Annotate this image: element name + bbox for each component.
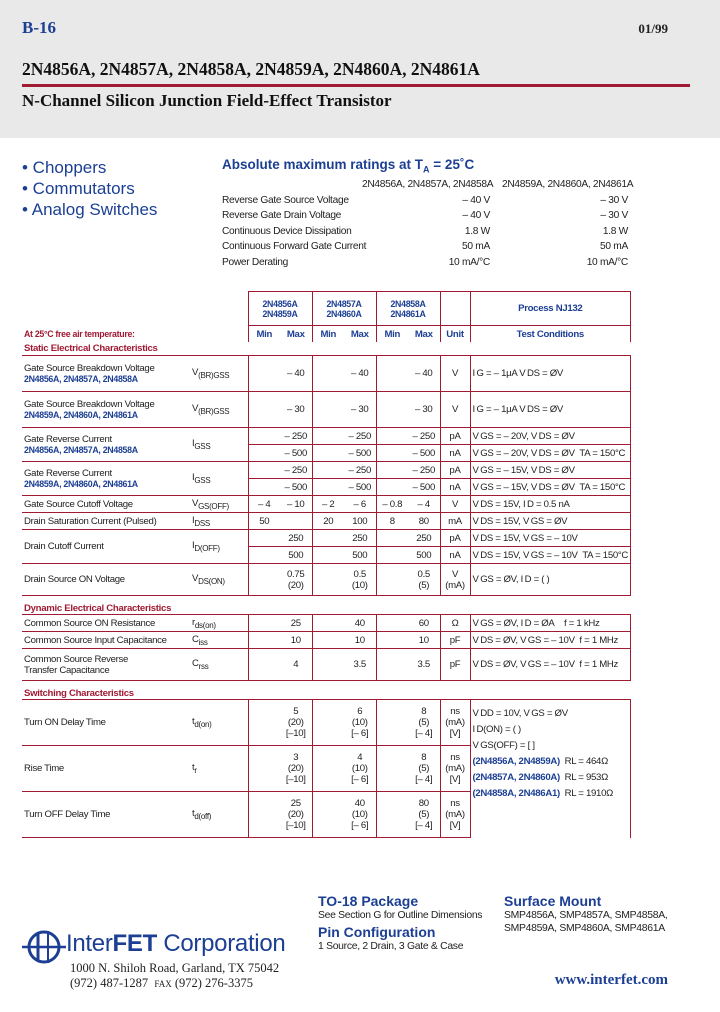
feature-item: • Commutators xyxy=(22,179,135,198)
abs-row: Reverse Gate Drain Voltage – 40 V – 30 V xyxy=(222,210,628,221)
table-row: Drain Source ON Voltage $V_{DS(ON)}$ 0.75 (20) 0.5 (10) 0.5 (5) V (mA) V GS = ØV, I D = ( ) xyxy=(22,564,631,596)
abs-col-header: 2N4859A, 2N4860A, 2N4861A xyxy=(502,179,634,190)
feature-item: • Choppers xyxy=(22,158,107,177)
interfet-logo-icon xyxy=(22,925,66,969)
part-numbers: 2N4856A, 2N4857A, 2N4858A, 2N4859A, 2N4860A, 2N4861A xyxy=(22,59,480,79)
feature-item: • Analog Switches xyxy=(22,200,158,219)
table-row: Gate Reverse Current 2N4859A, 2N4860A, 2N4861A $I_{GSS}$ – 250 – 250 – 250 pA V GS = – 15V, V DS = ØV xyxy=(22,462,631,479)
section-dynamic: Dynamic Electrical Characteristics xyxy=(22,596,631,615)
header-rule xyxy=(22,84,690,87)
page-number: B-16 xyxy=(22,18,56,37)
abs-row: Power Derating 10 mA/°C 10 mA/°C xyxy=(222,256,628,268)
abs-row: Reverse Gate Source Voltage – 40 V – 30 V xyxy=(222,194,628,206)
page-title: N-Channel Silicon Junction Field-Effect Transistor xyxy=(22,91,392,110)
table-row: – 500 – 500 – 500 nA V GS = – 15V, V DS = ØV TA = 150°C xyxy=(22,479,631,496)
abs-max-table xyxy=(222,177,662,270)
part-group-2: 2N4857A 2N4860A xyxy=(312,292,376,326)
table-row: Rise Time $t_r$ 3 (20) [–10] 4 (10) [– 6] 8 (5) [– 4] ns (mA) [V] xyxy=(22,746,631,792)
abs-col-header: 2N4856A, 2N4857A, 2N4858A xyxy=(362,179,494,190)
company-address: 1000 N. Shiloh Road, Garland, TX 75042 (972) 487-1287 FAX (972) 276-3375 xyxy=(70,961,280,990)
table-row: Common Source Reverse Transfer Capacitance $C_{rss}$ 4 3.5 3.5 pF V DS = ØV, V GS = – 10V f = 1 MHz xyxy=(22,649,631,681)
table-row: Gate Source Breakdown Voltage 2N4859A, 2N4860A, 2N4861A $V_{(BR)GSS}$ – 30 – 30 – 30 V I G = – 1μA V DS = ØV xyxy=(22,392,631,428)
part-group-1: 2N4856A 2N4859A xyxy=(248,292,312,326)
revision-date: 01/99 xyxy=(638,21,668,36)
temperature-note: At 25°C free air temperature: xyxy=(24,328,135,339)
table-row: Turn ON Delay Time $t_{d(on)}$ 5 (20) [–10] 6 (10) [– 6] 8 (5) [– 4] ns (mA) [V] V DD = 10V, V GS = ØV I D(ON) = ( ) V GS(OFF) = [ ] (2N4856A, 2N4859A) RL = 464Ω (2N4857A, 2N4860A) RL = 953Ω (2N4858A, 2N486A1) RL = 1910Ω xyxy=(22,700,631,746)
company-name: InterFET Corporation xyxy=(66,930,286,957)
table-row: Drain Cutoff Current $I_{D(OFF)}$ 250 250 250 pA V DS = 15V, V GS = – 10V xyxy=(22,530,631,547)
feature-list xyxy=(22,157,157,220)
table-row: Gate Source Cutoff Voltage $V_{GS(OFF)}$ – 4 – 10 – 2 – 6 – 0.8 – 4 V V DS = 15V, I D = 0.5 nA xyxy=(22,496,631,513)
website-link[interactable]: www.interfet.com xyxy=(554,972,668,988)
package-info: TO-18 Package See Section G for Outline Dimensions Pin Configuration 1 Source, 2 Drain, 3 Gate & Case xyxy=(318,893,483,952)
table-row: – 500 – 500 – 500 nA V GS = – 20V, V DS = ØV TA = 150°C xyxy=(22,445,631,462)
abs-row: Continuous Forward Gate Current 50 mA 50 mA xyxy=(222,241,628,252)
electrical-characteristics-table: 2N4856A 2N4859A 2N4857A 2N4860A 2N4858A 2N4861A Process NJ132 At 25°C free air temperature: Min Max Min Max Min Max Unit Test Conditions Static Electrical Characteristics Gate Source Breakdown Voltage 2N4856A, 2N4857A, 2N4858A $V_{(BR)GSS}$ – 40 – 40 – 40 V I G = – 1μA V DS = ØV Gate Source Breakdown Voltage 2N4859A, 2N4860A, 2N4861A $V_{(BR)GSS}$ – 30 – 30 – 30 V I G = – 1μA V DS = ØV Gate Reverse Current 2N4856A, 2N4857A, 2N4858A $I_{GSS}$ – 250 – 250 – 250 pA V GS = – 20V, V DS = ØV – 500 – 500 – 500 nA V GS = – 20V, V DS = ØV TA = 150°C Gate Reverse Current 2N4859A, 2N4860A, 2N4861A $I_{GSS}$ – 250 – 250 – 250 pA V GS = – 15V, V DS = ØV – 500 – 500 – 500 nA V GS = – 15V, V DS = ØV TA = 150°C Gate Source Cutoff Voltage $V_{GS(OFF)}$ – 4 – 10 – 2 – 6 – 0.8 – 4 V V DS = 15V, I D = 0.5 nA Drain Saturation Current (Pulsed) $I_{DSS}$ 50 20 100 8 80 mA V DS = 15V, V GS = ØV Drain Cutoff Current $I_{D(OFF)}$ 250 250 250 pA V DS = 15V, V GS = – 10V 500 500 500 nA V DS = 15V, V GS = – 10V TA = 150°C Drain Source ON Voltage $V_{DS(ON)}$ 0.75 (20) 0.5 (10) 0.5 (5) V (mA) V GS = ØV, I D = ( ) Dynamic Electrical Characteristics Common Source ON Resistance $r_{ds(on)}$ 25 40 60 Ω V GS = ØV, I D = ØA f = 1 kHz Common Source Input Capacitance $C_{iss}$ 10 10 10 pF V DS = ØV, V GS = – 10V f = 1 MHz Common Source Reverse Transfer Capacitance $C_{rss}$ 4 3.5 3.5 pF V DS = ØV, V GS = – 10V f = 1 MHz Switching Characteristics Turn ON Delay Time $t_{d(on)}$ 5 (20) [–10] 6 (10) [– 6] 8 (5) [– 4] ns (mA) [V] V DD = 10V, V GS = ØV I D(ON) = ( ) V GS(OFF) = [ ] (2N4856A, 2N4859A) RL = 464Ω (2N4857A, 2N4860A) RL = 953Ω (2N4858A, 2N486A1) RL = 1910Ω Rise Time $t_r$ 3 (20) [–10] 4 (10) [– 6] 8 (5) [– 4] ns (mA) [V] Turn OFF Delay Time $t_{d(off)}$ 25 (20) [–10] 40 (10) [– 6] 80 (5) [– 4] ns (mA) [V] xyxy=(22,291,631,838)
part-group-3: 2N4858A 2N4861A xyxy=(376,292,440,326)
section-static: Static Electrical Characteristics xyxy=(24,343,158,354)
table-row: Common Source ON Resistance $r_{ds(on)}$ 25 40 60 Ω V GS = ØV, I D = ØA f = 1 kHz xyxy=(22,615,631,632)
surface-mount-info: Surface Mount SMP4856A, SMP4857A, SMP4858A, SMP4859A, SMP4860A, SMP4861A xyxy=(504,893,668,934)
table-row: Turn OFF Delay Time $t_{d(off)}$ 25 (20) [–10] 40 (10) [– 6] 80 (5) [– 4] ns (mA) [V] xyxy=(22,792,631,838)
table-row: Drain Saturation Current (Pulsed) $I_{DSS}$ 50 20 100 8 80 mA V DS = 15V, V GS = ØV xyxy=(22,513,631,530)
table-row: Gate Reverse Current 2N4856A, 2N4857A, 2N4858A $I_{GSS}$ – 250 – 250 – 250 pA V GS = – 20V, V DS = ØV xyxy=(22,428,631,445)
table-row: 500 500 500 nA V DS = 15V, V GS = – 10V TA = 150°C xyxy=(22,547,631,564)
table-row: Common Source Input Capacitance $C_{iss}$ 10 10 10 pF V DS = ØV, V GS = – 10V f = 1 MHz xyxy=(22,632,631,649)
abs-max-title: Absolute maximum ratings at $T_A$ = 25˚C xyxy=(222,157,475,175)
table-row: Gate Source Breakdown Voltage 2N4856A, 2N4857A, 2N4858A $V_{(BR)GSS}$ – 40 – 40 – 40 V I G = – 1μA V DS = ØV xyxy=(22,356,631,392)
abs-row: Continuous Device Dissipation 1.8 W 1.8 W xyxy=(222,225,628,237)
process-label: Process NJ132 xyxy=(470,292,631,326)
section-switching: Switching Characteristics xyxy=(22,681,631,700)
